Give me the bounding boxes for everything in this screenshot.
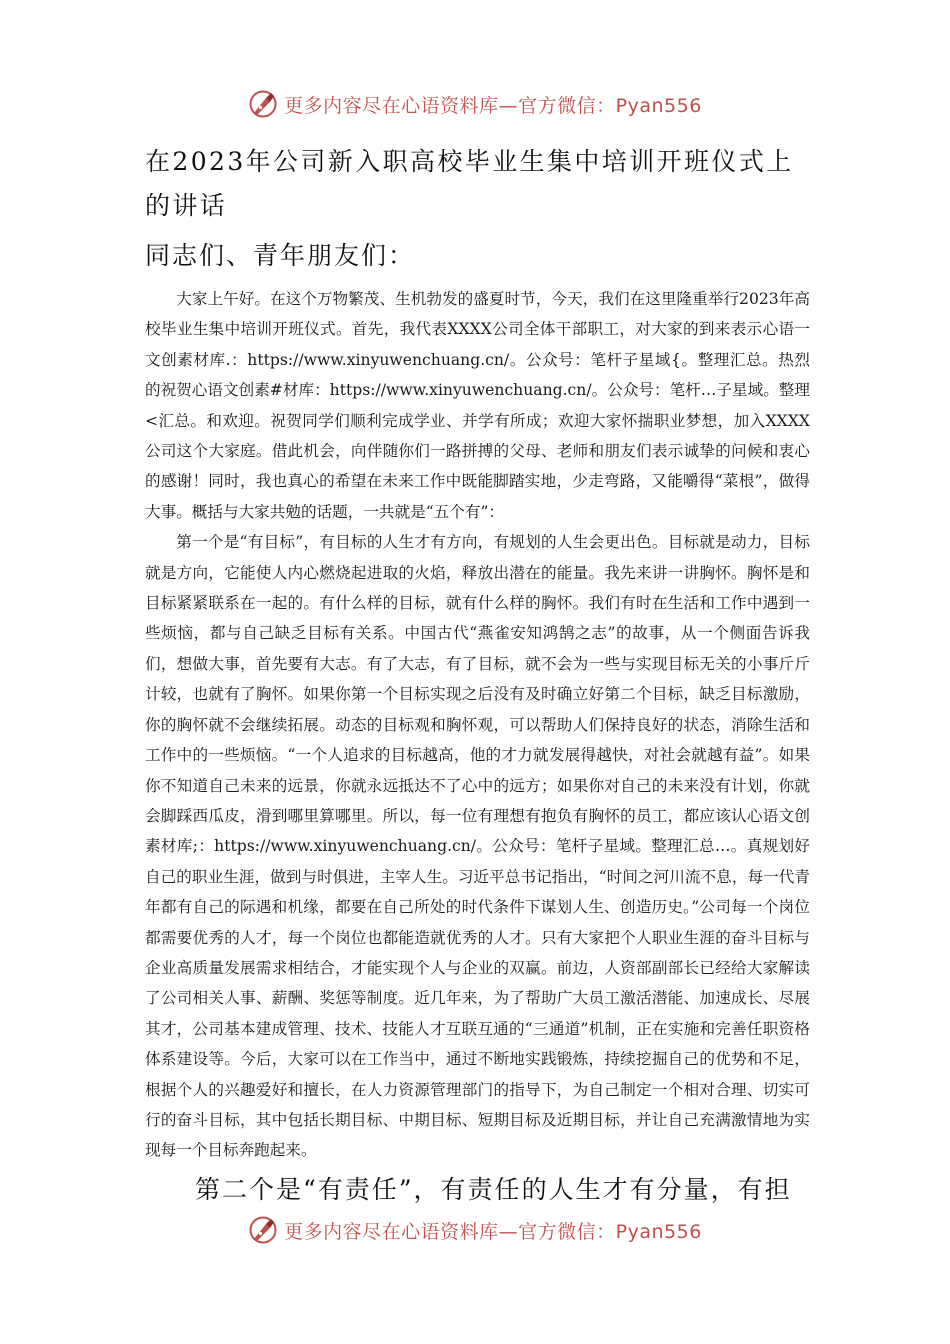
pen-nib-logo-icon [248,89,278,119]
section-heading-second: 第二个是“有责任”，有责任的人生才有分量，有担 [195,1174,792,1204]
document-title: 在2023年公司新入职高校毕业生集中培训开班仪式上的讲话 [145,147,794,220]
header-banner [0,86,950,122]
paragraph-1: 大家上午好。在这个万物繁茂、生机勃发的盛夏时节，今天，我们在这里隆重举行2023年高校毕业生集中培训开班仪式。首先，我代表XXXX公司全体干部职工，对大家的到来表示心语一文创素材库.：https://www.xinyuwenchuang.cn/。公众号：笔杆子星域{。整理汇总。热烈的祝贺心语文创素#材库：https://www.xinyuwenchuang.cn/。公众号：笔杆…子星域。整理<汇总。和欢迎。祝贺同学们顺利完成学业、并学有所成；欢迎大家怀揣职业梦想，加入XXXX公司这个大家庭。借此机会，向伴随你们一路拼搏的父母、老师和朋友们表示诚挚的问候和衷心的感谢！同时，我也真心的希望在未来工作中既能脚踏实地，少走弯路，又能嚼得“菜根”，做得大事。概括与大家共勉的话题，一共就是“五个有”： [145,290,810,521]
paragraph-2: 第一个是“有目标”，有目标的人生才有方向，有规划的人生会更出色。目标就是动力，目标就是方向，它能使人内心燃烧起进取的火焰，释放出潜在的能量。我先来讲一讲胸怀。胸怀是和目标紧紧联系在一起的。有什么样的目标，就有什么样的胸怀。我们有时在生活和工作中遇到一些烦恼，都与自己缺乏目标有关系。中国古代“燕雀安知鸿鹄之志”的故事，从一个侧面告诉我们，想做大事，首先要有大志。有了大志，有了目标，就不会为一些与实现目标无关的小事斤斤计较，也就有了胸怀。如果你第一个目标实现之后没有及时确立好第二个目标，缺乏目标激励，你的胸怀就不会继续拓展。动态的目标观和胸怀观，可以帮助人们保持良好的状态，消除生活和工作中的一些烦恼。“一个人追求的目标越高，他的才力就发展得越快，对社会就越有益”。如果你不知道自己未来的远景，你就永远抵达不了心中的远方；如果你对自己的未来没有计划，你就会脚踩西瓜皮，滑到哪里算哪里。所以，每一位有理想有抱负有胸怀的员工，都应该认心语文创素材库;：https://www.xinyuwenchuang.cn/。公众号：笔杆子星域。整理汇总…。真规划好自己的职业生涯，做到与时俱进，主宰人生。习近平总书记指出，“时间之河川流不息，每一代青年都有自己的际遇和机缘，都要在自己所处的时代条件下谋划人生、创造历史。”公司每一个岗位都需要优秀的人才，每一个岗位也都能造就优秀的人才。只有大家把个人职业生涯的奋斗目标与企业高质量发展需求相结合，才能实现个人与企业的双赢。前边，人资部副部长已经给大家解读了公司相关人事、薪酬、奖惩等制度。近几年来，为了帮助广大员工激活潜能、加速成长、尽展其才，公司基本建成管理、技术、技能人才互联互通的“三通道”机制，正在实施和完善任职资格体系建设等。今后，大家可以在工作当中，通过不断地实践锻炼，持续挖掘自己的优势和不足，根据个人的兴趣爱好和擅长，在人力资源管理部门的指导下，为自己制定一个相对合理、切实可行的奋斗目标，其中包括长期目标、中期目标、短期目标及近期目标，并让自己充满激情地为实现每一个目标奔跑起来。 [145,533,810,1160]
header-banner-text: 更多内容尽在心语资料库—官方微信：Pyan556 [284,94,702,117]
footer-banner-text: 更多内容尽在心语资料库—官方微信：Pyan556 [284,1220,702,1243]
salutation: 同志们、青年朋友们： [145,241,416,270]
footer-banner [0,1212,950,1248]
document-body [145,140,810,1214]
pen-nib-logo-icon [248,1215,278,1245]
